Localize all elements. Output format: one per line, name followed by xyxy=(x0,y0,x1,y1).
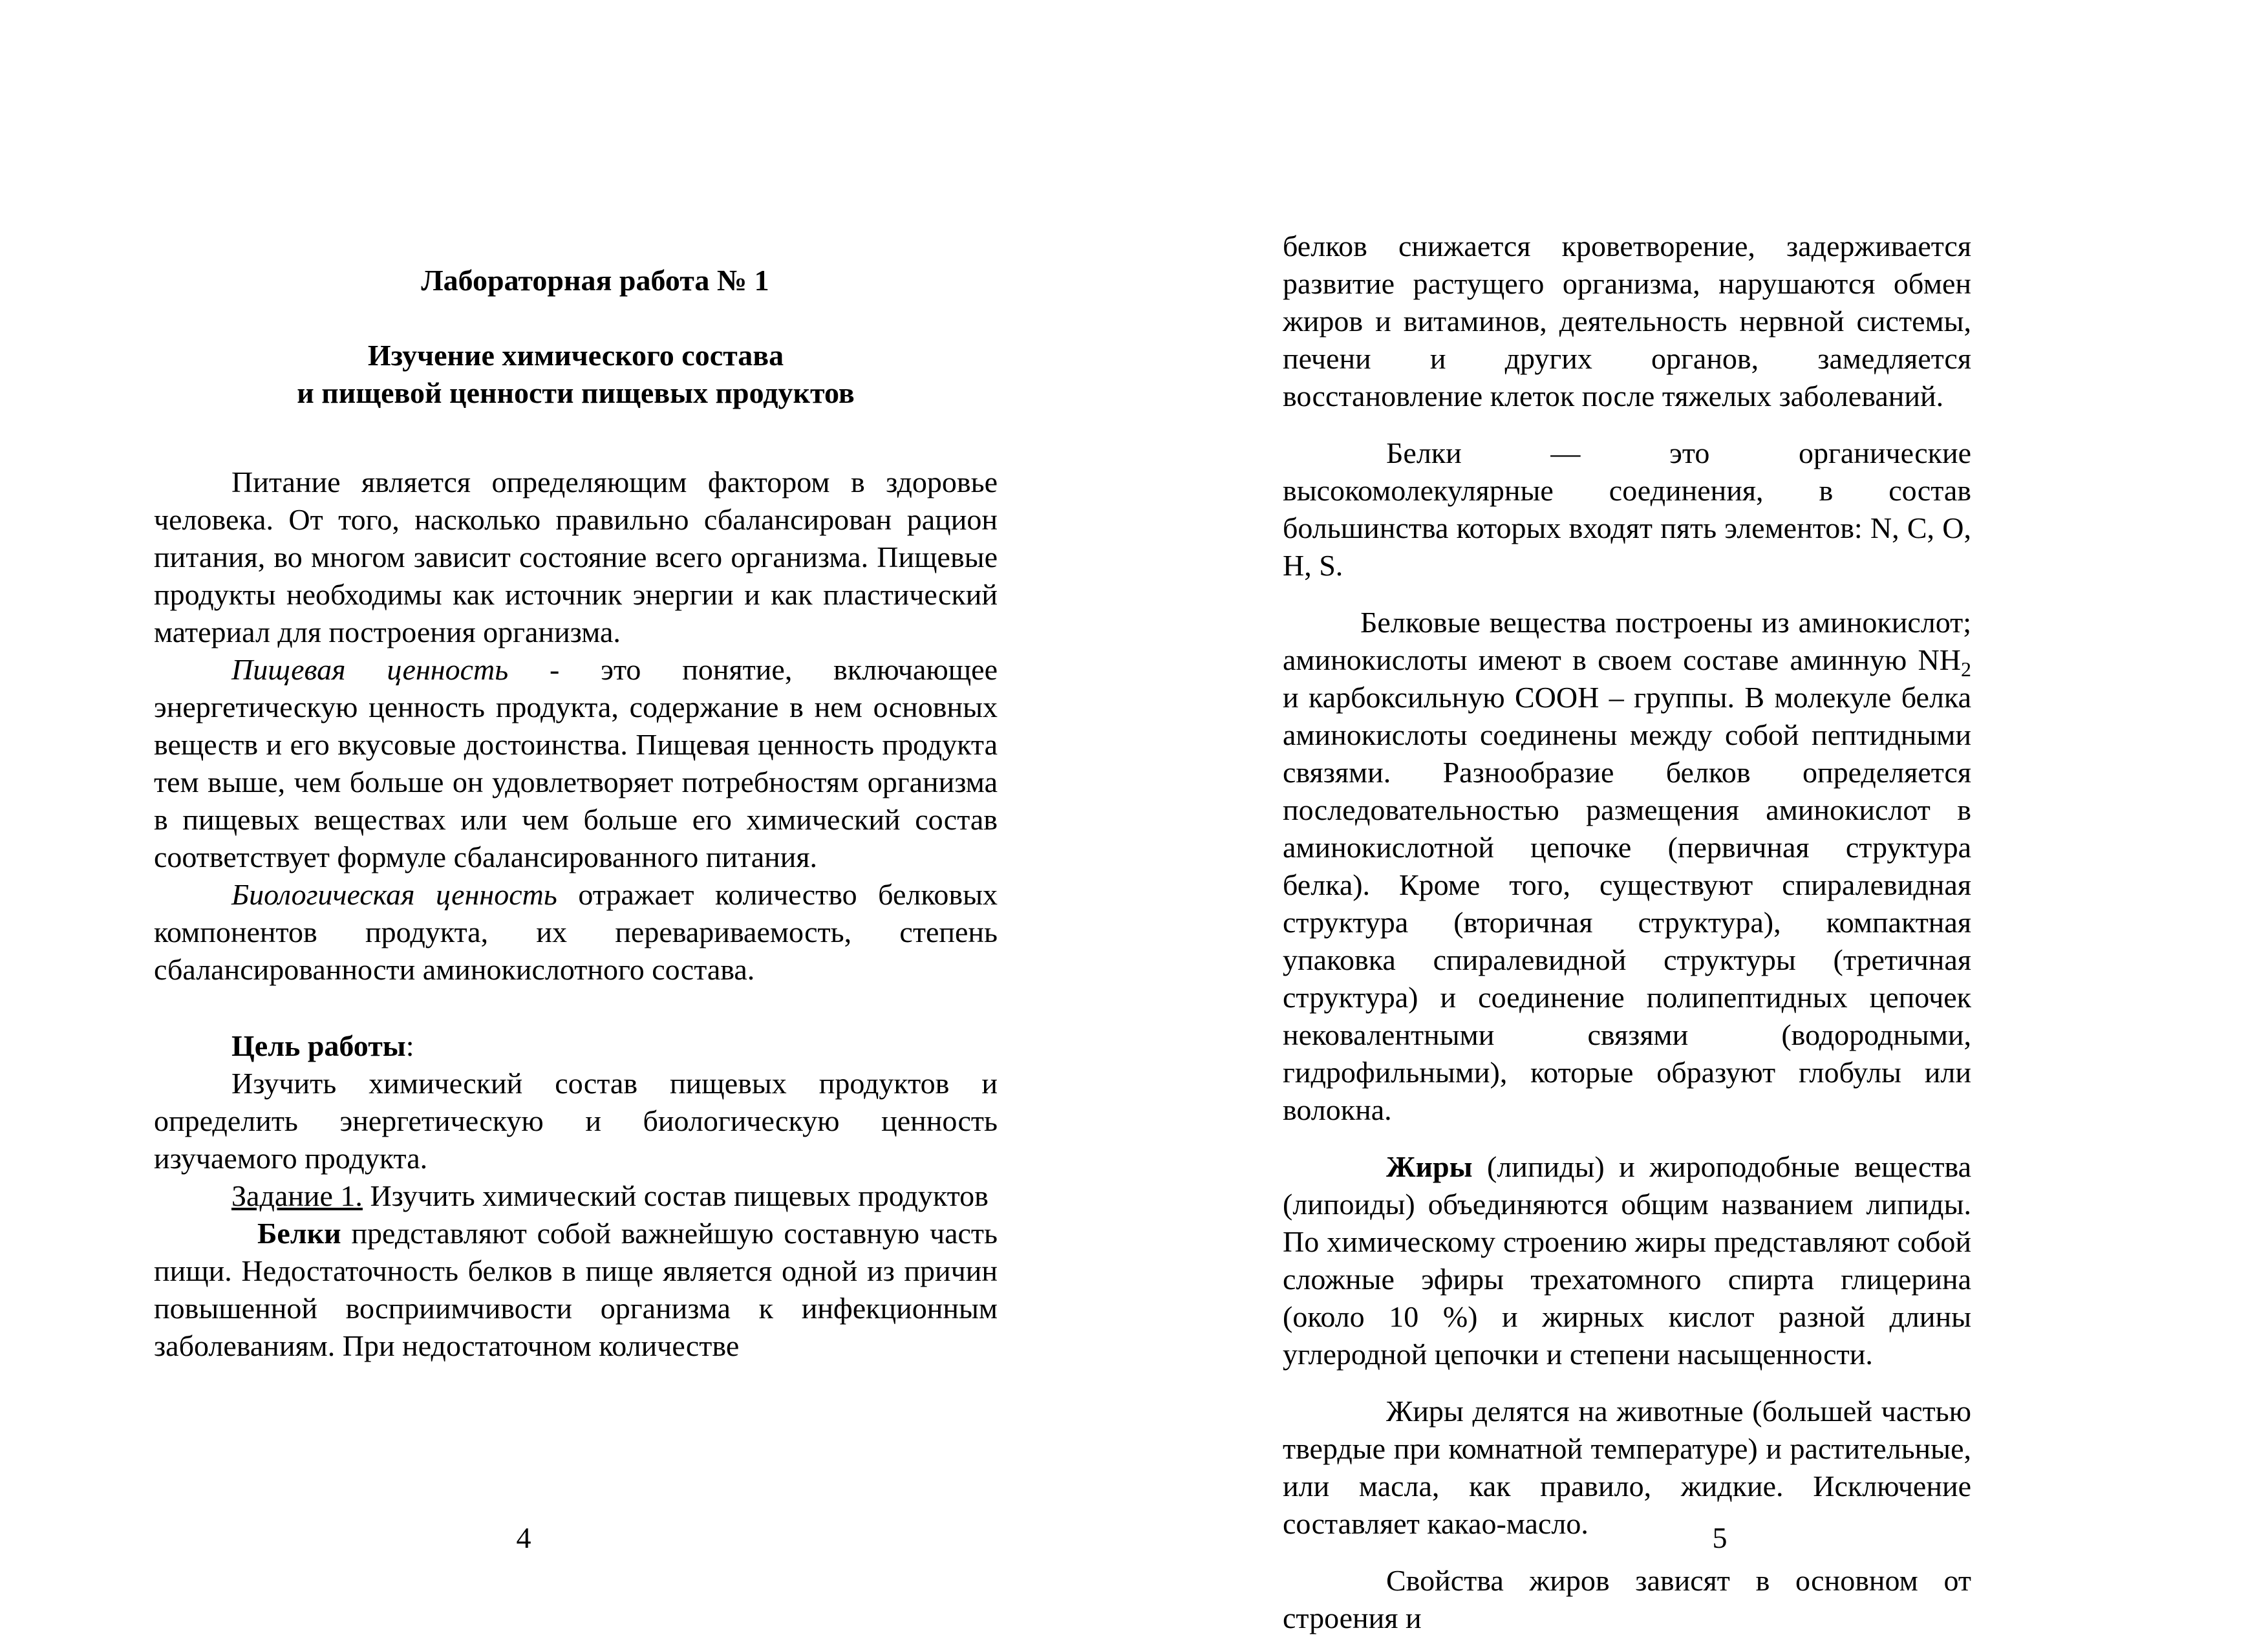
amino-subscript: 2 xyxy=(1961,658,1971,681)
fats-paragraph xyxy=(1283,1148,1971,1373)
left-page-text-column xyxy=(154,262,998,1365)
amino-acids-paragraph xyxy=(1283,604,1971,1129)
task-label: Задание 1. xyxy=(231,1179,363,1212)
goal-heading xyxy=(154,1027,998,1065)
task-paragraph xyxy=(154,1177,998,1215)
biological-value-text: отражает количество белковых компонентов продукта, их перевариваемость, степень сбалансированности аминокислотного состава. xyxy=(154,878,998,986)
subtitle-line-1: Изучение химического состава xyxy=(367,339,784,372)
right-page xyxy=(1134,0,2268,1634)
goal-paragraph: Изучить химический состав пищевых продуктов и определить энергетическую и биологическую ценность изучаемого продукта. xyxy=(154,1067,998,1175)
lab-work-subtitle xyxy=(154,337,998,412)
biological-value-term: Биологическая ценность xyxy=(231,878,557,911)
right-page-text-column xyxy=(1283,228,1971,1637)
amino-text-part-2: и карбоксильную COOH – группы. В молекуле белка аминокислоты соединены между собой пептидными связями. Разнообразие белков определяется последовательностью размещения аминокислот в аминокислотной цепочке (первичная структура белка). Кроме того, существуют спиралевидная структура (вторичная структура), компактная упаковка спиралевидной структуры (третичная структура) и соединение полипептидных цепочек нековалентными связями (водородными, гидрофильными), которые образуют глобулы или волокна. xyxy=(1283,681,1971,1126)
continuation-paragraph: белков снижается кроветворение, задерживается развитие растущего организма, нарушаются обмен жиров и витаминов, деятельность нервной системы, печени и других органов, замедляется восстановление клеток после тяжелых заболеваний. xyxy=(1283,230,1971,412)
fats-properties-paragraph: Свойства жиров зависят в основном от строения и xyxy=(1283,1564,1971,1634)
page-number-left: 4 xyxy=(516,1521,531,1554)
fats-text: (липиды) и жироподобные вещества (липоиды) объединяются общим названием липиды. По химическому строению жиры представляют собой сложные эфиры трехатомного спирта глицерина (около 10 %) и жирных кислот разной длины углеродной цепочки и степени насыщенности. xyxy=(1283,1150,1971,1371)
proteins-term: Белки xyxy=(257,1217,341,1250)
nutritional-value-term: Пищевая ценность xyxy=(231,653,509,686)
page-number-right: 5 xyxy=(1712,1521,1728,1554)
intro-paragraph: Питание является определяющим фактором в здоровье человека. От того, насколько правильно сбалансирован рацион питания, во многом зависит состояние всего организма. Пищевые продукты необходимы как источник энергии и как пластический материал для построения организма. xyxy=(154,465,998,648)
nutritional-value-text: - это понятие, включающее энергетическую ценность продукта, содержание в нем основных веществ и его вкусовые достоинства. Пищевая ценность продукта тем выше, чем больше он удовлетворяет потребностям организма в пищевых веществах или чем больше его химический состав соответствует формуле сбалансированного питания. xyxy=(154,653,998,873)
goal-heading-colon: : xyxy=(405,1029,414,1062)
left-page xyxy=(0,0,1134,1603)
amino-text-part-1: Белковые вещества построены из аминокислот; аминокислоты имеют в своем составе аминную NH xyxy=(1283,606,1971,676)
nutritional-value-paragraph xyxy=(154,651,998,876)
subtitle-line-2: и пищевой ценности пищевых продуктов xyxy=(297,376,855,409)
task-text: Изучить химический состав пищевых продуктов xyxy=(362,1179,989,1212)
goal-heading-text: Цель работы xyxy=(231,1029,406,1062)
proteins-definition-paragraph: Белки — это органические высокомолекулярные соединения, в состав большинства которых входят пять элементов: N, C, O, H, S. xyxy=(1283,436,1971,582)
proteins-text: представляют собой важнейшую составную часть пищи. Недостаточность белков в пище является одной из причин повышенной восприимчивости организма к инфекционным заболеваниям. При недостаточном количестве xyxy=(154,1217,998,1362)
lab-work-title: Лабораторная работа № 1 xyxy=(421,264,769,297)
biological-value-paragraph xyxy=(154,876,998,989)
fats-types-paragraph: Жиры делятся на животные (большей частью твердые при комнатной температуре) и растительные, или масла, как правило, жидкие. Исключение составляет какао-масло. xyxy=(1283,1395,1971,1540)
proteins-paragraph xyxy=(154,1215,998,1365)
fats-term: Жиры xyxy=(1386,1150,1473,1183)
